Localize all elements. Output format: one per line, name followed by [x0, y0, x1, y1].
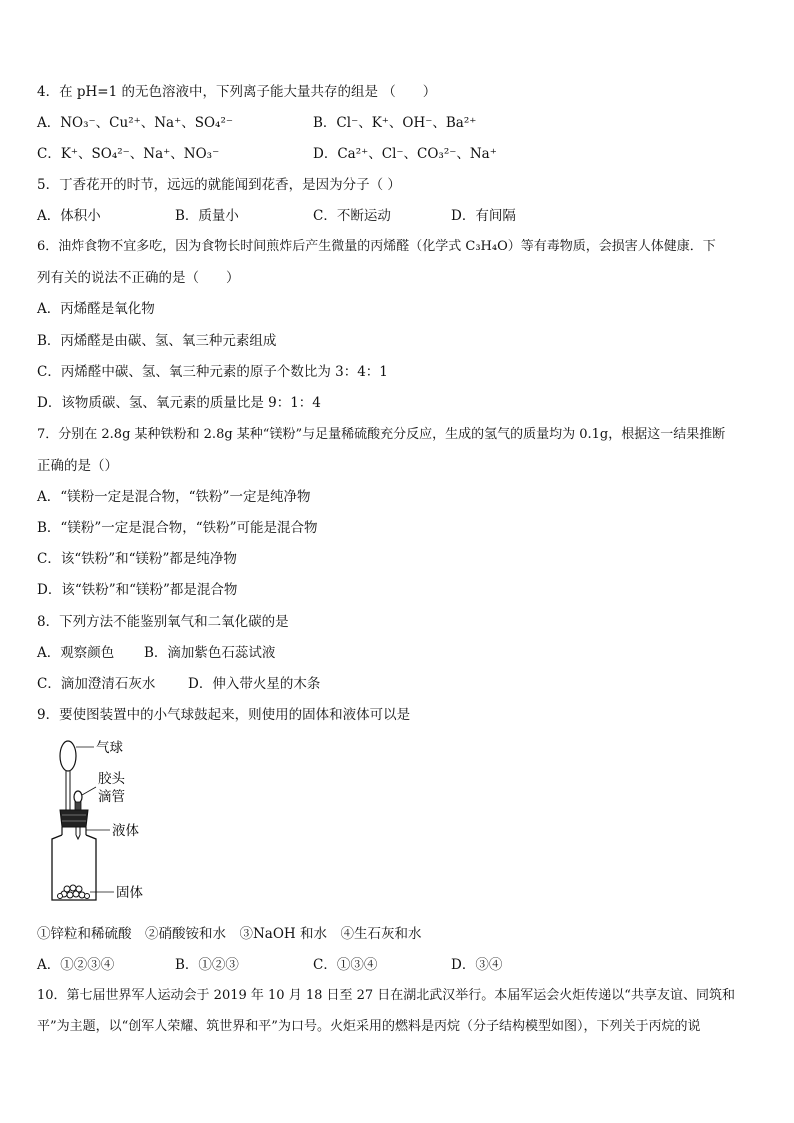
q9-option-b: B．①②③: [175, 957, 239, 973]
dropper-tip: [76, 835, 80, 839]
q4-option-c: C．K⁺、SO₄²⁻、Na⁺、NO₃⁻: [37, 146, 220, 162]
label-balloon: 气球: [96, 740, 123, 756]
q6-option-d: D．该物质碳、氢、氧元素的质量比是 9：1：4: [37, 395, 321, 411]
q4-option-a: A．NO₃⁻、Cu²⁺、Na⁺、SO₄²⁻: [37, 115, 233, 131]
leader-dropper: [82, 787, 96, 795]
q8-option-a: A．观察颜色: [37, 645, 115, 661]
q8-stem: 8．下列方法不能鉴别氧气和二氧化碳的是: [37, 614, 289, 630]
q9-option-d: D．③④: [451, 957, 503, 973]
q5-option-d: D．有间隔: [451, 208, 516, 224]
q7-option-a: A．“镁粉一定是混合物，“铁粉”一定是纯净物: [37, 489, 311, 505]
label-dropper-1: 胶头: [98, 771, 125, 787]
q5-option-b: B．质量小: [175, 208, 239, 224]
q8-option-d: D．伸入带火星的木条: [188, 676, 321, 692]
balloon-flask-diagram: [40, 735, 200, 910]
q9-option-a: A．①②③④: [37, 957, 115, 973]
q7-stem-line2: 正确的是（）: [37, 458, 118, 474]
q7-stem-line1: 7．分别在 2.8g 某种铁粉和 2.8g 某种“镁粉”与足量稀硫酸充分反应，生成的氢气的质量均为 0.1g，根据这一结果推断: [37, 427, 726, 442]
rubber-stopper: [60, 810, 88, 827]
label-solid: 固体: [116, 885, 143, 901]
q5-stem: 5．丁香花开的时节，远远的就能闻到花香，是因为分子（ ）: [37, 177, 401, 193]
q10-line1: 10．第七届世界军人运动会于 2019 年 10 月 18 日至 27 日在湖北武汉举行。本届军运会火炬传递以“共享友谊、同筑和: [37, 988, 735, 1003]
q9-option-c: C．①③④: [313, 957, 378, 973]
q6-stem-line2: 列有关的说法不正确的是（ ）: [37, 270, 240, 286]
q6-stem-line1: 6．油炸食物不宜多吃，因为食物长时间煎炸后产生微量的丙烯醛（化学式 C₃H₄O）等有毒物质，会损害人体健康．下: [37, 239, 716, 254]
apparatus-figure: [40, 735, 200, 910]
q6-option-a: A．丙烯醛是氧化物: [37, 301, 155, 317]
q4-option-b: B．Cl⁻、K⁺、OH⁻、Ba²⁺: [313, 115, 477, 131]
dropper-collar: [75, 802, 81, 810]
dropper-bulb: [74, 791, 82, 803]
q8-option-b: B．滴加紫色石蕊试液: [144, 645, 276, 661]
q8-option-c: C．滴加澄清石灰水: [37, 676, 156, 692]
q10-line2: 平”为主题，以“创军人荣耀、筑世界和平”为口号。火炬采用的燃料是丙烷（分子结构模型如图），下列关于丙烷的说: [37, 1019, 701, 1034]
balloon-shape: [60, 741, 76, 771]
solid-granules: [58, 885, 90, 899]
q6-option-c: C．丙烯醛中碳、氢、氧三种元素的原子个数比为 3：4：1: [37, 364, 388, 380]
q7-option-b: B．“镁粉”一定是混合物，“铁粉”可能是混合物: [37, 520, 318, 536]
q9-stem: 9．要使图装置中的小气球鼓起来，则使用的固体和液体可以是: [37, 707, 411, 723]
q5-option-a: A．体积小: [37, 208, 101, 224]
q9-choices: ①锌粒和稀硫酸 ②硝酸铵和水 ③NaOH 和水 ④生石灰和水: [37, 926, 422, 942]
label-liquid: 液体: [112, 823, 139, 839]
q4-stem: 4．在 pH=1 的无色溶液中，下列离子能大量共存的组是 （ ）: [37, 84, 437, 100]
q7-option-d: D．该“铁粉”和“镁粉”都是混合物: [37, 582, 238, 598]
q6-option-b: B．丙烯醛是由碳、氢、氧三种元素组成: [37, 333, 277, 349]
label-dropper-2: 滴管: [98, 789, 125, 805]
q4-option-d: D．Ca²⁺、Cl⁻、CO₃²⁻、Na⁺: [313, 146, 497, 162]
q7-option-c: C．该“铁粉”和“镁粉”都是纯净物: [37, 551, 237, 567]
q5-option-c: C．不断运动: [313, 208, 391, 224]
